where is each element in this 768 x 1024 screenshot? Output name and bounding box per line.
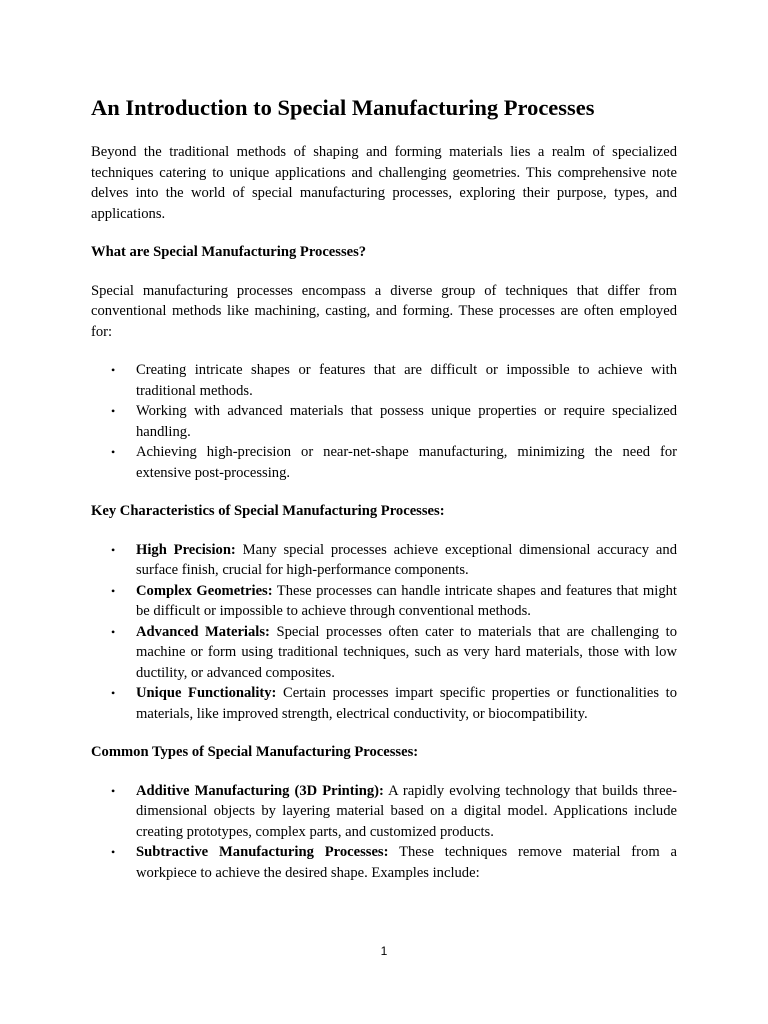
list-item-text: Certain processes impart specific properties or functionalities to materials, like improved strength, electrical conductivity, or biocompatibility. bbox=[136, 685, 677, 722]
list-item-term: Unique Functionality: bbox=[136, 685, 277, 701]
bullet-icon: • bbox=[111, 542, 116, 557]
section-paragraph-what-are: Special manufacturing processes encompass a diverse group of techniques that differ from conventional methods like machining, casting, and forming. These processes are often employed for: bbox=[91, 282, 677, 340]
list-item-term: Advanced Materials: bbox=[136, 623, 270, 640]
section-heading-common-types: Common Types of Special Manufacturing Processes: bbox=[91, 744, 419, 760]
bullet-icon: • bbox=[111, 363, 116, 377]
list-item bbox=[91, 401, 677, 442]
list-item-text: Many special processes achieve exceptional dimensional accuracy and surface finish, crucial for high-performance components. bbox=[136, 541, 677, 578]
list-item-term: Additive Manufacturing (3D Printing): bbox=[136, 782, 384, 799]
section-heading-key-characteristics: Key Characteristics of Special Manufacturing Processes: bbox=[91, 503, 445, 519]
list-item-text: Creating intricate shapes or features that are difficult or impossible to achieve with traditional methods. bbox=[136, 362, 677, 399]
bullet-icon: • bbox=[111, 445, 116, 459]
list-item-term: Subtractive Manufacturing Processes: bbox=[136, 844, 389, 860]
list-item bbox=[91, 581, 677, 622]
document-body bbox=[91, 92, 677, 883]
list-item bbox=[91, 540, 677, 581]
list-item bbox=[91, 683, 677, 724]
list-item-term: Complex Geometries: bbox=[136, 582, 273, 599]
list-item-text: Special processes often cater to materials that are challenging to machine or form using traditional techniques, such as very hard materials, those with low ductility, or advanced composites. bbox=[136, 623, 677, 681]
characteristics-list bbox=[91, 540, 677, 725]
purpose-list bbox=[91, 360, 677, 483]
intro-paragraph: Beyond the traditional methods of shaping and forming materials lies a realm of specialized techniques catering to unique applications and challenging geometries. This comprehensive note delves into the world of special manufacturing processes, exploring their purpose, types, and applications. bbox=[91, 144, 677, 222]
list-item-term: High Precision: bbox=[136, 541, 236, 558]
list-item bbox=[91, 360, 677, 401]
list-item-text: A rapidly evolving technology that builds three-dimensional objects by layering material based on a digital model. Applications include creating prototypes, complex parts, and customized products. bbox=[136, 782, 677, 840]
bullet-icon: • bbox=[111, 583, 116, 598]
page-title: An Introduction to Special Manufacturing Processes bbox=[91, 95, 595, 120]
list-item-text: These processes can handle intricate shapes and features that might be difficult or impossible to achieve through conventional methods. bbox=[136, 582, 677, 619]
list-item bbox=[91, 842, 677, 883]
list-item-text: Achieving high-precision or near-net-shape manufacturing, minimizing the need for extensive post-processing. bbox=[136, 444, 677, 481]
list-item bbox=[91, 781, 677, 843]
list-item bbox=[91, 442, 677, 483]
page-number: 1 bbox=[380, 944, 388, 958]
list-item bbox=[91, 622, 677, 684]
bullet-icon: • bbox=[111, 845, 116, 859]
bullet-icon: • bbox=[111, 624, 116, 639]
bullet-icon: • bbox=[111, 783, 116, 798]
section-heading-what-are: What are Special Manufacturing Processes? bbox=[91, 244, 367, 260]
list-item-text: Working with advanced materials that possess unique properties or require specialized handling. bbox=[136, 403, 677, 440]
list-item-text: These techniques remove material from a workpiece to achieve the desired shape. Examples include: bbox=[136, 844, 678, 881]
bullet-icon: • bbox=[111, 404, 116, 418]
types-list bbox=[91, 781, 677, 884]
bullet-icon: • bbox=[111, 686, 116, 700]
